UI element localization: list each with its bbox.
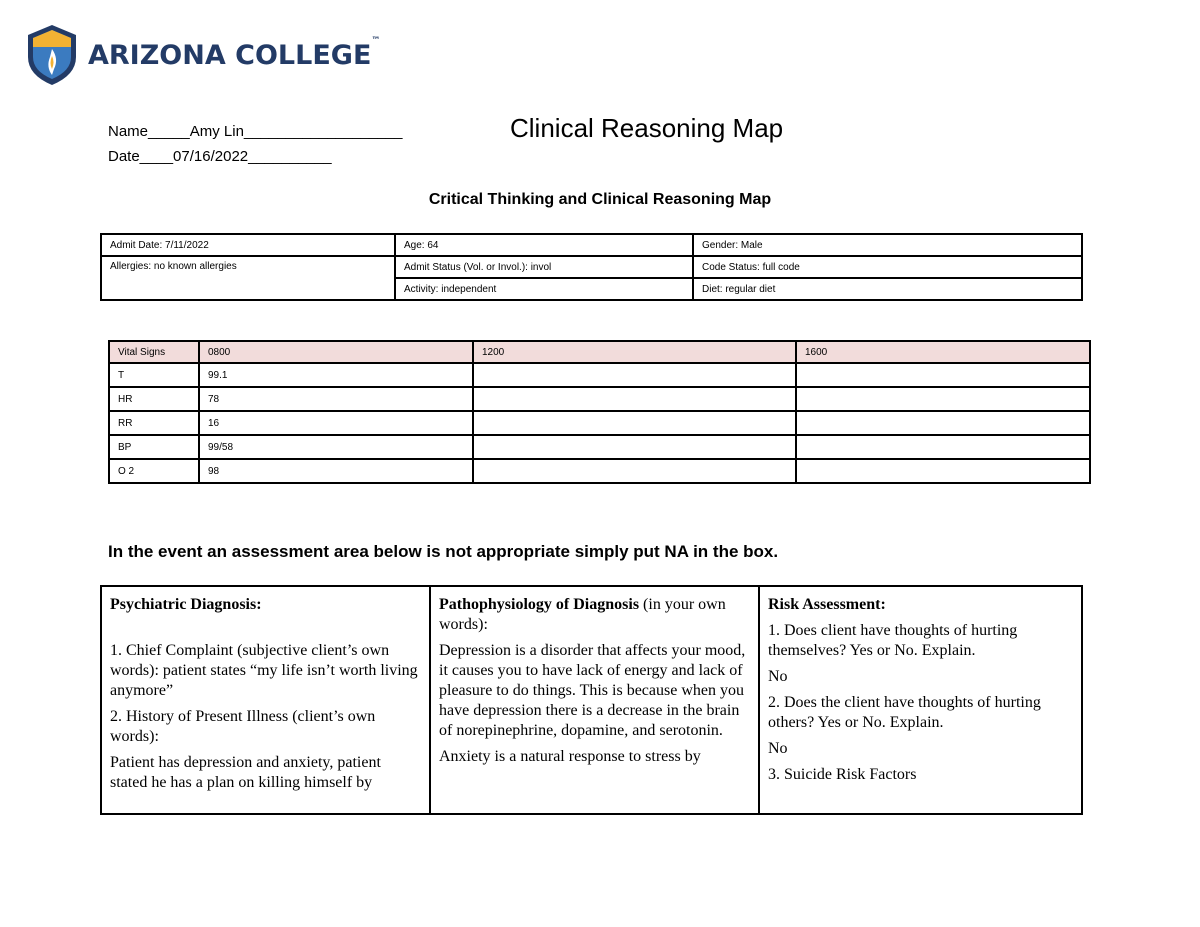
pathophysiology-cell [430,586,759,814]
vital-value-1600 [796,387,1090,411]
vital-value-1200 [473,363,796,387]
name-line: Name_____Amy Lin___________________ [108,123,403,140]
table-row [109,459,1090,483]
gender-cell: Gender: Male [693,234,1082,256]
vitals-header-label: Vital Signs [109,341,199,363]
age-cell: Age: 64 [395,234,693,256]
vitals-header-1600: 1600 [796,341,1090,363]
vital-label: T [109,363,199,387]
psychiatric-diagnosis-cell [101,586,430,814]
vital-value-1200 [473,387,796,411]
psychiatric-diagnosis-heading: Psychiatric Diagnosis: [110,596,262,613]
vital-label: BP [109,435,199,459]
page-title: Clinical Reasoning Map [510,113,784,143]
vital-label: O 2 [109,459,199,483]
vital-value-1600 [796,411,1090,435]
vital-signs-table [108,340,1091,484]
pathophysiology-para-depression: Depression is a disorder that affects your mood, it causes you to have lack of energy and lack of pleasure to do things. This is because when you have depression there is a decrease in the brain of norepinephrine, dopamine, and serotonin. [439,642,746,739]
section-subtitle: Critical Thinking and Clinical Reasoning Map [428,191,772,208]
risk-assessment-heading: Risk Assessment: [768,596,886,613]
code-status-cell: Code Status: full code [693,256,1082,278]
table-row [109,435,1090,459]
vital-value-0800: 98 [199,459,473,483]
risk-question-2: 2. Does the client have thoughts of hurting others? Yes or No. Explain. [768,694,1041,731]
admit-date-cell: Admit Date: 7/11/2022 [101,234,395,256]
shield-logo-icon [26,23,78,87]
vital-value-1600 [796,363,1090,387]
activity-cell: Activity: independent [395,278,693,300]
vital-label: RR [109,411,199,435]
vital-value-0800: 99/58 [199,435,473,459]
table-row [109,411,1090,435]
risk-assessment-cell [759,586,1082,814]
vital-value-1600 [796,459,1090,483]
vital-value-1200 [473,411,796,435]
vital-value-1600 [796,435,1090,459]
risk-answer-1: No [768,668,788,685]
vital-value-1200 [473,459,796,483]
logo-wordmark: ARIZONA COLLEGE™ [88,35,381,71]
table-row [109,363,1090,387]
vital-value-0800: 16 [199,411,473,435]
hpi-label: 2. History of Present Illness (client’s own words): [110,708,376,745]
arizona-college-logo [26,22,386,88]
date-line: Date____07/16/2022__________ [108,148,332,165]
hpi-text: Patient has depression and anxiety, patient stated he has a plan on killing himself by [110,754,381,791]
risk-question-1: 1. Does client have thoughts of hurting themselves? Yes or No. Explain. [768,622,1018,659]
vital-value-1200 [473,435,796,459]
pathophysiology-para-anxiety: Anxiety is a natural response to stress by [439,748,701,765]
vital-value-0800: 99.1 [199,363,473,387]
pathophysiology-heading: Pathophysiology of Diagnosis (in your own words): [439,596,726,633]
patient-info-table [100,233,1083,301]
risk-answer-2: No [768,740,788,757]
allergies-cell: Allergies: no known allergies [101,256,395,300]
vital-label: HR [109,387,199,411]
vitals-header-1200: 1200 [473,341,796,363]
diet-cell: Diet: regular diet [693,278,1082,300]
admit-status-cell: Admit Status (Vol. or Invol.): invol [395,256,693,278]
vitals-header-0800: 0800 [199,341,473,363]
vitals-header-row [109,341,1090,363]
table-row [109,387,1090,411]
suicide-risk-factors-label: 3. Suicide Risk Factors [768,766,917,783]
vital-value-0800: 78 [199,387,473,411]
assessment-table [100,585,1083,815]
chief-complaint-text: 1. Chief Complaint (subjective client’s own words): patient states “my life isn’t worth living anymore” [110,642,418,699]
na-instruction: In the event an assessment area below is not appropriate simply put NA in the box. [108,542,779,561]
